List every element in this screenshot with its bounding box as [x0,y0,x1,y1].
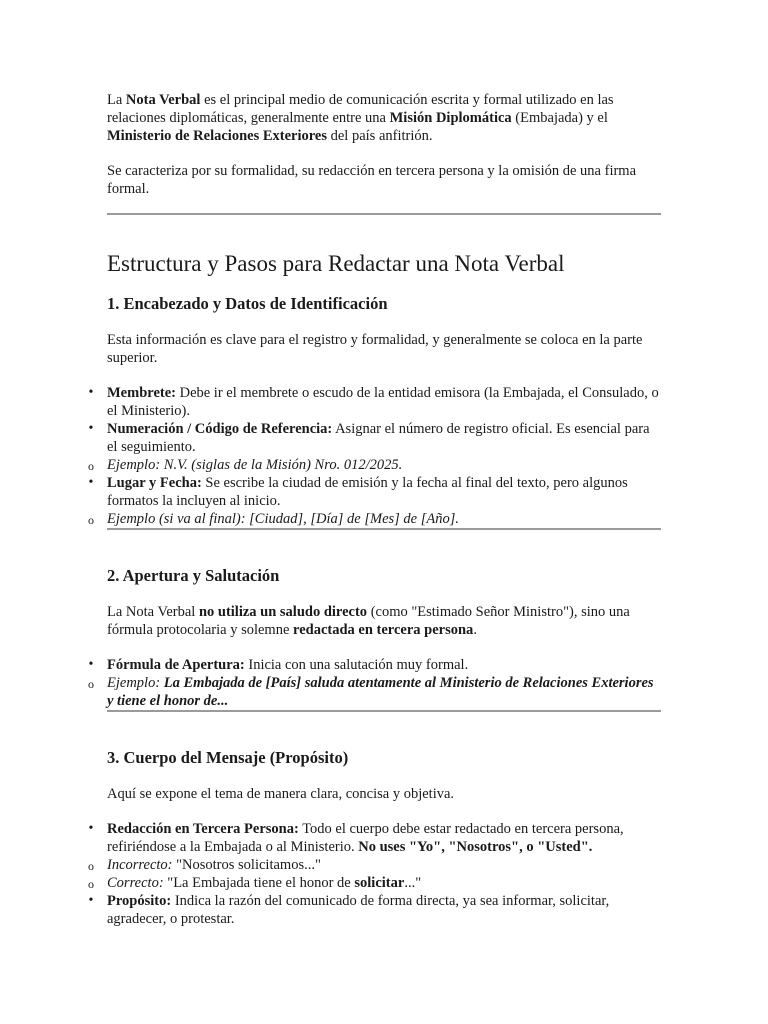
section-2-list [88,656,661,712]
bullet-marker: • [88,421,94,436]
list-item-membrete: • Membrete: Debe ir el membrete o escudo de la entidad emisora (la Embajada, el Consulado, o el Ministerio). [107,384,661,420]
section-2-intro: La Nota Verbal no utiliza un saludo directo (como "Estimado Señor Ministro"), sino una fórmula protocolaria y solemne redactada en tercera persona. [107,604,630,638]
document-page [88,91,661,928]
sub-item-ejemplo-numeracion: o Ejemplo: N.V. (siglas de la Misión) Nro. 012/2025. [107,456,661,474]
section-2-heading: 2. Apertura y Salutación [107,566,280,585]
section-3-heading: 3. Cuerpo del Mensaje (Propósito) [107,748,349,767]
sub-marker: o [88,877,94,891]
section-3-intro: Aquí se expone el tema de manera clara, concisa y objetiva. [107,786,455,802]
bullet-marker: • [88,893,94,908]
sub-item-ejemplo-apertura: o Ejemplo: La Embajada de [País] saluda atentamente al Ministerio de Relaciones Exteriores y tiene el honor de... [107,674,661,712]
list-item-numeracion: • Numeración / Código de Referencia: Asignar el número de registro oficial. Es esencial para el seguimiento. [107,420,661,456]
sub-item-incorrecto: o Incorrecto: "Nosotros solicitamos..." [107,856,661,874]
list-item-formula-apertura: • Fórmula de Apertura: Inicia con una salutación muy formal. [107,656,661,674]
sub-marker: o [88,513,94,527]
list-item-tercera-persona: • Redacción en Tercera Persona: Todo el cuerpo debe estar redactado en tercera persona, refiriéndose a la Embajada o al Ministerio. No uses "Yo", "Nosotros", o "Usted". [107,820,661,856]
bullet-marker: • [88,475,94,490]
sub-item-correcto: o Correcto: "La Embajada tiene el honor de solicitar..." [107,874,661,892]
section-1-heading: 1. Encabezado y Datos de Identificación [107,294,388,313]
section-1-intro: Esta información es clave para el registro y formalidad, y generalmente se coloca en la parte superior. [107,332,643,366]
sub-marker: o [88,859,94,873]
main-title: Estructura y Pasos para Redactar una Nota Verbal [107,251,565,276]
list-item-proposito: • Propósito: Indica la razón del comunicado de forma directa, ya sea informar, solicitar, agradecer, o protestar. [107,892,661,928]
intro-paragraph-2: Se caracteriza por su formalidad, su redacción en tercera persona y la omisión de una firma formal. [107,163,637,197]
sub-marker: o [88,677,94,691]
bullet-marker: • [88,657,94,672]
sub-marker: o [88,459,94,473]
bullet-marker: • [88,821,94,836]
divider [107,213,661,215]
sub-item-ejemplo-fecha: o Ejemplo (si va al final): [Ciudad], [Día] de [Mes] de [Año]. [107,510,661,530]
intro-paragraph-1: La Nota Verbal es el principal medio de comunicación escrita y formal utilizado en las relaciones diplomáticas, generalmente entre una Misión Diplomática (Embajada) y el Ministerio de Relaciones Exteriores del país anfitrión. [107,92,614,144]
bullet-marker: • [88,385,94,400]
section-3-list [88,820,661,928]
list-item-lugar-fecha: • Lugar y Fecha: Se escribe la ciudad de emisión y la fecha al final del texto, pero algunos formatos la incluyen al inicio. [107,474,661,510]
section-1-list [88,384,661,530]
